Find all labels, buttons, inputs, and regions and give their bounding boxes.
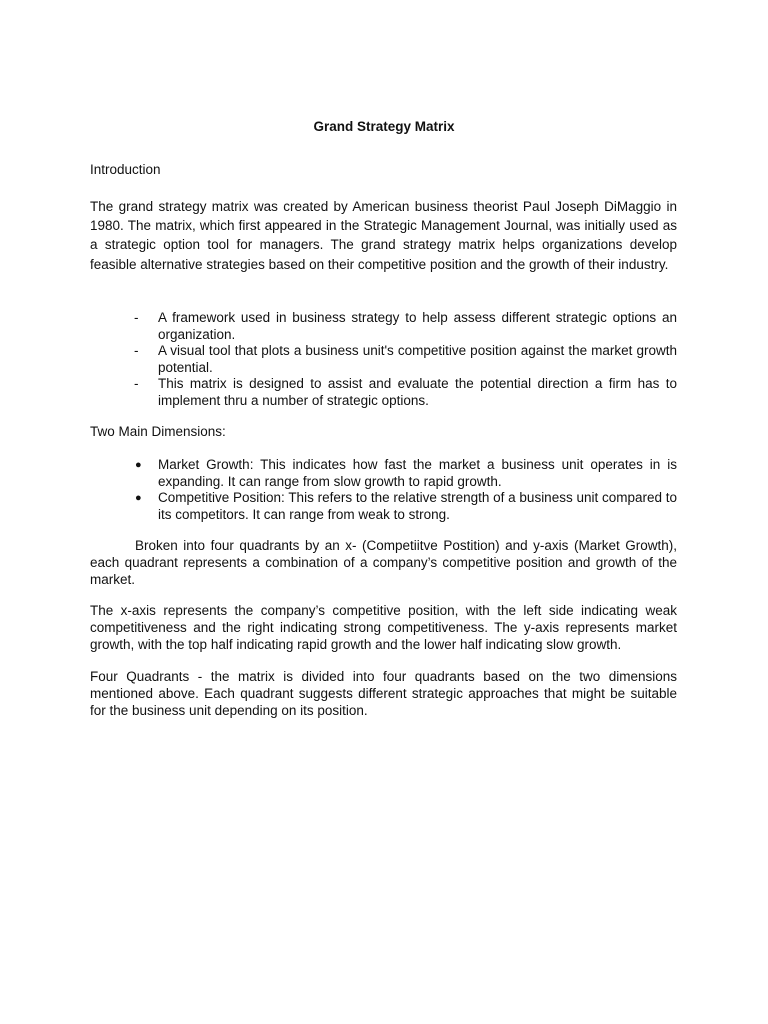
axis-paragraph: The x-axis represents the company’s competitive position, with the left side indicating weak competitiveness and the right indicating strong competitiveness. The y-axis represents market growth, with the top half indicating rapid growth and the lower half indicating slow growth.: [90, 603, 677, 652]
dash-marker: -: [134, 343, 139, 359]
definition-list: [90, 310, 677, 410]
list-item-text: Competitive Position: This refers to the relative strength of a business unit compared to its competitors. It can range from weak to strong.: [158, 490, 678, 522]
list-item: [90, 490, 677, 523]
introduction-heading: Introduction: [90, 162, 161, 177]
list-item: [90, 376, 677, 409]
dimensions-list: [90, 457, 677, 523]
list-item-text: This matrix is designed to assist and evaluate the potential direction a firm has to implement thru a number of strategic options.: [158, 376, 677, 408]
list-item: [90, 343, 677, 376]
dash-marker: -: [134, 310, 139, 325]
list-item: [90, 457, 677, 490]
document-title: Grand Strategy Matrix: [313, 119, 455, 134]
four-quadrants-paragraph: Four Quadrants - the matrix is divided into four quadrants based on the two dimensions mentioned above. Each quadrant suggests different strategic approaches that might be suitable for the business unit depending on its position.: [90, 669, 677, 718]
list-item: [90, 310, 677, 343]
bullet-icon: ●: [135, 492, 142, 505]
list-item-text: A framework used in business strategy to help assess different strategic options an organization.: [158, 310, 677, 342]
quadrant-paragraph: Broken into four quadrants by an x- (Competiitve Postition) and y-axis (Market Growth), each quadrant represents a combination of a company’s competitive position and growth of the market.: [90, 538, 677, 587]
dimensions-heading: Two Main Dimensions:: [90, 424, 226, 439]
list-item-text: Market Growth: This indicates how fast the market a business unit operates in is expanding. It can range from slow growth to rapid growth.: [158, 457, 677, 489]
introduction-paragraph: The grand strategy matrix was created by American business theorist Paul Joseph DiMaggio in 1980. The matrix, which first appeared in the Strategic Management Journal, was initially used as a strategic option tool for managers. The grand strategy matrix helps organizations develop feasible alternative strategies based on their competitive position and the growth of their industry.: [90, 199, 677, 272]
list-item-text: A visual tool that plots a business unit's competitive position against the market growth potential.: [158, 343, 677, 375]
dash-marker: -: [134, 376, 139, 392]
bullet-icon: ●: [135, 459, 142, 471]
